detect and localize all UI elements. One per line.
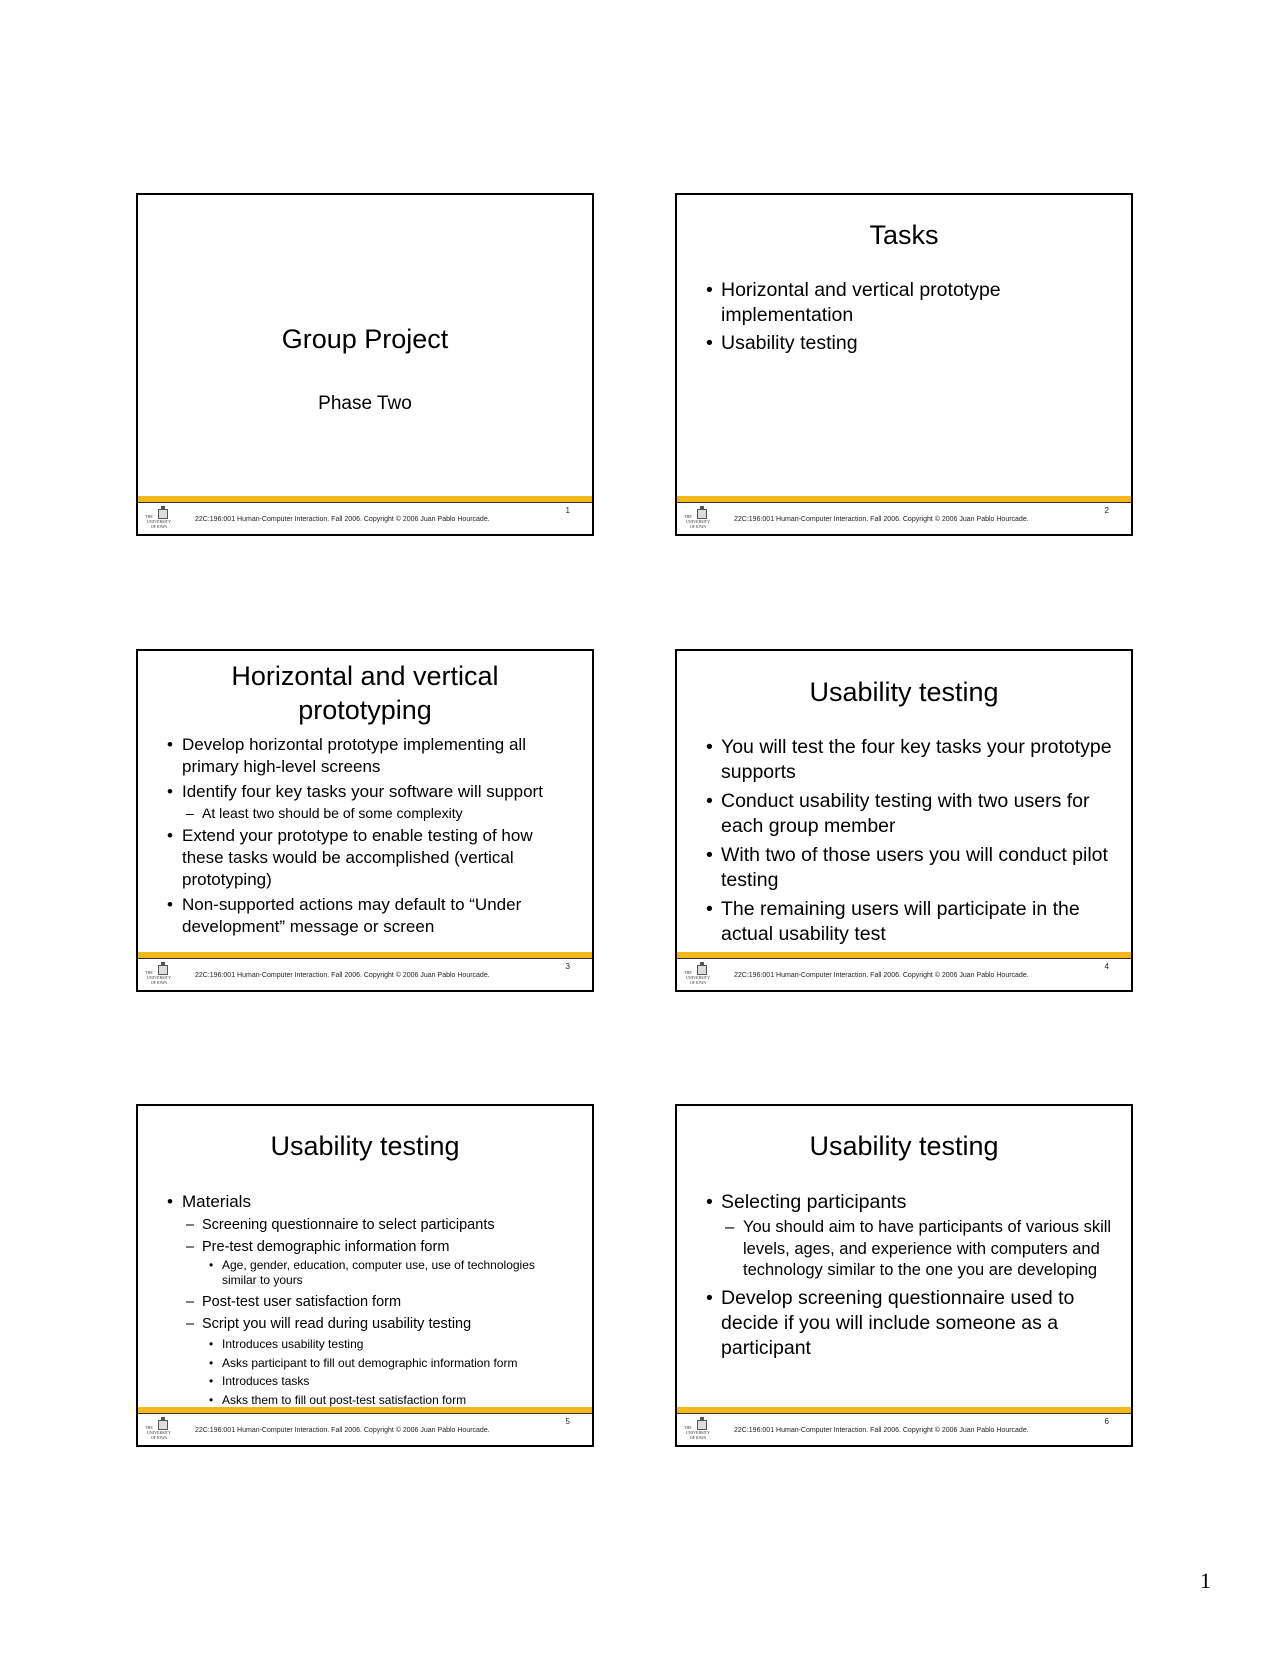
slide-title: Tasks (869, 220, 939, 250)
bullet-item: • The remaining users will participate in the actual usability test (703, 897, 1118, 947)
bullet-item: • Conduct usability testing with two users for each group member (703, 789, 1118, 839)
slide-subtitle: Phase Two (318, 393, 412, 414)
slide-6 (675, 1104, 1133, 1447)
slide-1 (136, 193, 594, 536)
university-logo-icon: THE UNIVERSITY OF IOWA (683, 509, 713, 533)
bullet-item: • Non-supported actions may default to “Under development” message or screen (164, 894, 574, 938)
footer-bar (677, 1407, 1131, 1414)
slide-number: 1 (565, 506, 570, 515)
slide-number: 4 (1104, 962, 1109, 971)
footer-bar (138, 1407, 592, 1414)
bullet-item: • Extend your prototype to enable testing of how these tasks would be accomplished (vertical prototyping) (164, 825, 574, 891)
sub-bullet-item: – At least two should be of some complexity (164, 803, 574, 823)
footer-bar (677, 952, 1131, 959)
sub-bullet-item: – Screening questionnaire to select participants (164, 1214, 574, 1236)
footer-text: 22C:196:001 Human-Computer Interaction. Fall 2006. Copyright © 2006 Juan Pablo Hourcade. (734, 516, 1029, 523)
sub-sub-bullet-item: • Asks participant to fill out demographic information form (164, 1354, 574, 1373)
slide-number: 2 (1104, 506, 1109, 515)
sub-bullet-item: – Script you will read during usability testing (164, 1313, 574, 1335)
footer-text: 22C:196:001 Human-Computer Interaction. Fall 2006. Copyright © 2006 Juan Pablo Hourcade. (195, 972, 490, 979)
bullet-item: • With two of those users you will conduct pilot testing (703, 843, 1118, 893)
footer-bar (138, 952, 592, 959)
slide-number: 6 (1104, 1417, 1109, 1426)
slide-title: Usability testing (270, 1131, 460, 1161)
bullet-item: • You will test the four key tasks your prototype supports (703, 735, 1118, 785)
footer-text: 22C:196:001 Human-Computer Interaction. Fall 2006. Copyright © 2006 Juan Pablo Hourcade. (734, 1427, 1029, 1434)
slide-title: Group Project (281, 324, 449, 354)
footer-text: 22C:196:001 Human-Computer Interaction. Fall 2006. Copyright © 2006 Juan Pablo Hourcade. (195, 516, 490, 523)
university-logo-icon: THE UNIVERSITY OF IOWA (144, 1420, 174, 1444)
footer-text: 22C:196:001 Human-Computer Interaction. Fall 2006. Copyright © 2006 Juan Pablo Hourcade. (734, 972, 1029, 979)
slide-2 (675, 193, 1133, 536)
bullet-item: • Usability testing (703, 331, 1113, 356)
page-number: 1 (1200, 1568, 1211, 1593)
bullet-item: • Develop screening questionnaire used to decide if you will include someone as a participant (703, 1286, 1118, 1361)
university-logo-icon: THE UNIVERSITY OF IOWA (144, 965, 174, 989)
slide-5 (136, 1104, 594, 1447)
sub-bullet-item: – Pre-test demographic information form (164, 1236, 574, 1258)
sub-sub-bullet-item: • Introduces usability testing (164, 1335, 574, 1354)
sub-bullet-item: – Post-test user satisfaction form (164, 1291, 574, 1313)
sub-sub-bullet-item: • Asks them to fill out post-test satisfaction form (164, 1391, 574, 1410)
sub-sub-bullet-item: • Age, gender, education, computer use, use of technologies similar to yours (164, 1258, 574, 1288)
university-logo-icon: THE UNIVERSITY OF IOWA (683, 1420, 713, 1444)
slide-title: Usability testing (809, 677, 999, 707)
slide-3 (136, 649, 594, 992)
sub-bullet-item: – You should aim to have participants of various skill levels, ages, and experience with computers and technology similar to the one you are developing (703, 1217, 1118, 1282)
footer-bar (138, 496, 592, 503)
bullet-item: • Develop horizontal prototype implementing all primary high-level screens (164, 734, 574, 778)
footer-bar (677, 496, 1131, 503)
slide-4 (675, 649, 1133, 992)
slide-number: 5 (565, 1417, 570, 1426)
slide-title: Usability testing (809, 1131, 999, 1161)
bullet-item: • Materials (164, 1191, 574, 1213)
university-logo-icon: THE UNIVERSITY OF IOWA (144, 509, 174, 533)
sub-sub-bullet-item: • Introduces tasks (164, 1372, 574, 1391)
bullet-item: • Horizontal and vertical prototype implementation (703, 278, 1113, 328)
bullet-item: • Selecting participants (703, 1190, 1118, 1215)
footer-text: 22C:196:001 Human-Computer Interaction. Fall 2006. Copyright © 2006 Juan Pablo Hourcade. (195, 1427, 490, 1434)
slide-title: Horizontal and vertical prototyping (231, 661, 499, 725)
slide-number: 3 (565, 962, 570, 971)
bullet-item: • Identify four key tasks your software will support (164, 781, 574, 803)
university-logo-icon: THE UNIVERSITY OF IOWA (683, 965, 713, 989)
